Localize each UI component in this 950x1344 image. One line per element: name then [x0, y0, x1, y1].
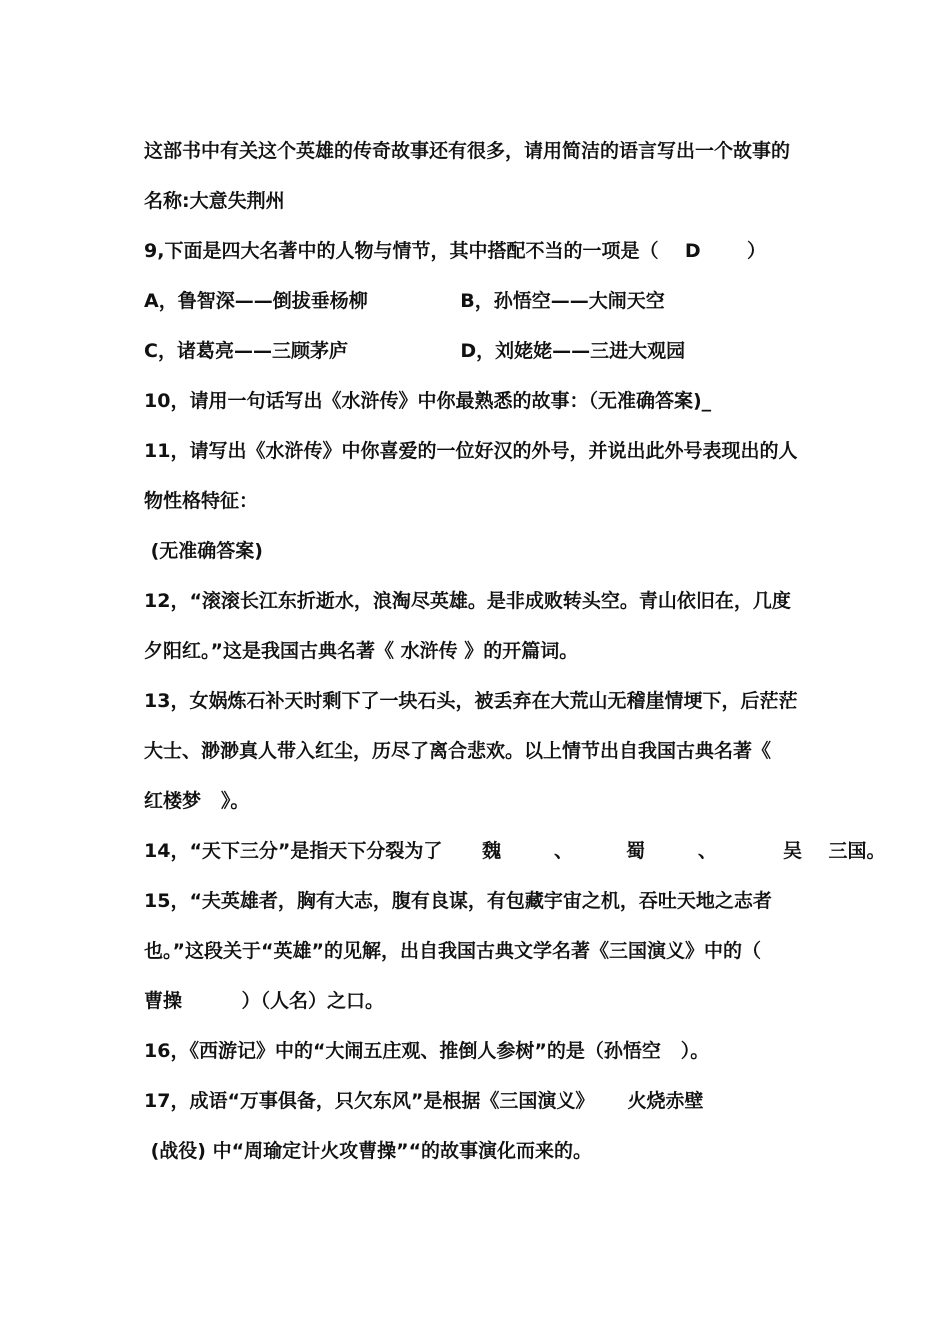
question-9: 9,下面是四大名著中的人物与情节，其中搭配不当的一项是（ D ）: [144, 240, 766, 262]
text-line: 物性格特征：: [144, 490, 259, 512]
text-line: 曹操 ）（人名）之口。: [144, 990, 385, 1012]
question-10: 10，请用一句话写出《水浒传》中你最熟悉的故事：（无准确答案)_: [144, 390, 712, 412]
text-line: 这部书中有关这个英雄的传奇故事还有很多，请用简洁的语言写出一个故事的: [144, 140, 791, 162]
answer-line: (无准确答案): [144, 540, 263, 562]
question-15: 15，“夫英雄者，胸有大志，腹有良谋，有包藏宇宙之机，吞吐天地之志者: [144, 890, 772, 912]
text-line: 名称:大意失荆州: [144, 190, 285, 212]
question-16: 16，《西游记》中的“大闹五庄观、推倒人参树”的是（孙悟空 ）。: [144, 1040, 710, 1062]
question-13: 13，女娲炼石补天时剩下了一块石头，被丢弃在大荒山无稽崖情埂下，后茫茫: [144, 690, 798, 712]
question-11: 11，请写出《水浒传》中你喜爱的一位好汉的外号，并说出此外号表现出的人: [144, 440, 798, 462]
question-14: 14，“天下三分”是指天下分裂为了 魏 、 蜀 、 吴 三国。: [144, 840, 886, 862]
option-row-cd: C，诸葛亮——三顾茅庐 D，刘姥姥——三进大观园: [144, 340, 686, 362]
text-line: 夕阳红。”这是我国古典名著《 水浒传 》的开篇词。: [144, 640, 579, 662]
text-line: 也。”这段关于“英雄”的见解，出自我国古典文学名著《三国演义》中的（: [144, 940, 761, 962]
text-line: 红楼梦 》。: [144, 790, 250, 812]
text-line: (战役) 中“周瑜定计火攻曹操”“的故事演化而来的。: [144, 1140, 593, 1162]
text-line: 大士、渺渺真人带入红尘，历尽了离合悲欢。以上情节出自我国古典名著《: [144, 740, 772, 762]
question-17: 17，成语“万事俱备，只欠东风”是根据《三国演义》 火烧赤壁: [144, 1090, 704, 1112]
option-row-ab: A，鲁智深——倒拔垂杨柳 B，孙悟空——大闹天空: [144, 290, 665, 312]
question-12: 12，“滚滚长江东折逝水，浪淘尽英雄。是非成败转头空。青山依旧在，几度: [144, 590, 791, 612]
